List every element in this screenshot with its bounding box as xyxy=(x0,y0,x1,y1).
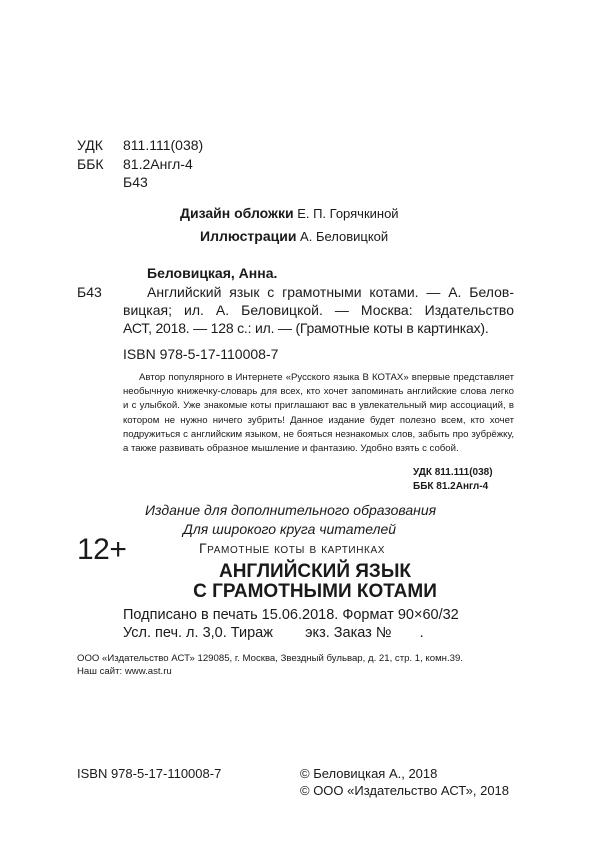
bib-isbn: ISBN 978-5-17-110008-7 xyxy=(123,346,279,362)
udk-label: УДК xyxy=(77,137,103,153)
illustrations-name: А. Беловицкой xyxy=(300,229,389,244)
bib-description-line-1: Английский язык с грамотными котами. — А. Белов- xyxy=(147,284,514,300)
bib-author-mark: Б43 xyxy=(77,284,102,300)
publisher-address: ООО «Издательство АСТ» 129085, г. Москва, Звездный бульвар, д. 21, стр. 1, комн.39. xyxy=(77,653,463,664)
author-heading: Беловицкая, Анна. xyxy=(147,265,278,281)
footer-isbn: ISBN 978-5-17-110008-7 xyxy=(77,766,222,781)
print-info-line-1: Подписано в печать 15.06.2018. Формат 90×60/32 xyxy=(123,607,459,623)
bbk-label: ББК xyxy=(77,156,104,172)
cover-design-credit xyxy=(180,205,399,221)
bbk-repeat: ББК 81.2Англ-4 xyxy=(413,481,489,492)
edition-audience: Для широкого круга читателей xyxy=(183,521,397,537)
udk-repeat: УДК 811.111(038) xyxy=(413,467,493,478)
cover-design-label: Дизайн обложки xyxy=(180,205,294,221)
bib-description-line-3: АСТ, 2018. — 128 с.: ил. — (Грамотные коты в картинках). xyxy=(123,320,489,336)
book-title-line-2: С ГРАМОТНЫМИ КОТАМИ xyxy=(193,581,437,602)
illustrations-label: Иллюстрации xyxy=(200,228,297,244)
series-name: Грамотные коты в картинках xyxy=(199,540,386,556)
cover-design-name: Е. П. Горячкиной xyxy=(297,206,399,221)
bbk-value: 81.2Англ-4 xyxy=(123,156,193,172)
print-info-line-2: Усл. печ. л. 3,0. Тираж экз. Заказ № . xyxy=(123,625,424,641)
annotation-text: Автор популярного в Интернете «Русского языка В КОТАХ» впервые представляет необычную книжечку-словарь для всех, кто хочет запоминать английские слова легко и с улыбкой. Уже знакомые коты приглашают вас в увлекательный мир ассоциаций, в котором не нужно ничего зубрить! Данное издание будет полезно всем, кто хочет подружиться с английским языком, не бояться незнакомых слов, забыть про зубрёжку, а также развивать образное мышление и фантазию. Удобно взять с собой. xyxy=(123,372,514,455)
copyright-author: © Беловицкая А., 2018 xyxy=(300,766,438,781)
edition-purpose: Издание для дополнительного образования xyxy=(145,502,437,518)
copyright-publisher: © ООО «Издательство АСТ», 2018 xyxy=(300,783,510,798)
book-title xyxy=(150,562,480,602)
udk-value: 811.111(038) xyxy=(123,137,204,153)
illustrations-credit xyxy=(200,228,388,244)
age-rating-badge: 12+ xyxy=(77,533,127,566)
annotation-block xyxy=(123,371,514,456)
author-mark: Б43 xyxy=(123,174,148,190)
bib-description-line-2: вицкая; ил. А. Беловицкой. — Москва: Издательство xyxy=(123,302,514,318)
publisher-website: Наш сайт: www.ast.ru xyxy=(77,666,172,677)
book-title-line-1: АНГЛИЙСКИЙ ЯЗЫК xyxy=(218,561,412,582)
